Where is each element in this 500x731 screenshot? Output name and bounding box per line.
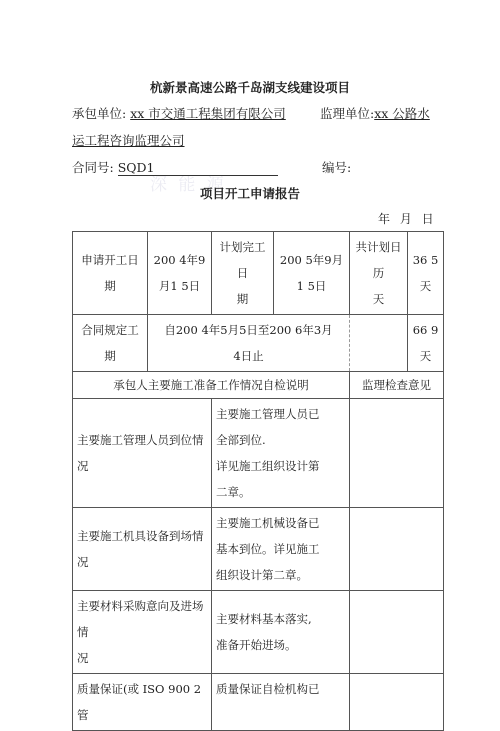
contract-period-row <box>73 315 444 372</box>
contract-period-value: 自200 4年5月5日至200 6年3月 4日止 <box>148 315 350 372</box>
application-table <box>72 231 444 731</box>
status-staff: 主要施工管理人员已 全部到位. 详见施工组织设计第 二章。 <box>212 399 350 508</box>
supervisor-line <box>320 104 430 122</box>
item-materials: 主要材料采购意向及进场情 况 <box>73 591 212 674</box>
contract-period-empty <box>350 315 408 372</box>
contractor-value: xx 市交通工程集团有限公司 <box>130 106 286 121</box>
total-days-value: 36 5 天 <box>408 232 444 315</box>
report-subtitle: 项目开工申请报告 <box>199 186 300 201</box>
item-equipment: 主要施工机具设备到场情况 <box>73 508 212 591</box>
supervision-opinion-header: 监理检查意见 <box>350 372 444 399</box>
item-quality: 质量保证(或 ISO 900 2 管 <box>73 674 212 731</box>
total-days-label: 共计划日历 天 <box>350 232 408 315</box>
opinion-materials <box>350 591 444 674</box>
contract-days-value: 66 9 天 <box>408 315 444 372</box>
section-header-row <box>73 372 444 399</box>
plan-finish-value: 200 5年9月 1 5日 <box>274 232 350 315</box>
supervisor-value-continued: 运工程咨询监理公司 <box>72 133 185 148</box>
watermark: 深 能 源 <box>150 175 227 195</box>
contract-no-line <box>72 158 278 176</box>
schedule-row <box>73 232 444 315</box>
supervisor-label: 监理单位: <box>320 106 375 121</box>
item-staff: 主要施工管理人员到位情况 <box>73 399 212 508</box>
table-row <box>73 508 444 591</box>
status-quality: 质量保证自检机构已 <box>212 674 350 731</box>
opinion-staff <box>350 399 444 508</box>
opinion-quality <box>350 674 444 731</box>
contractor-label: 承包单位: <box>72 106 131 121</box>
supervisor-value: xx 公路水 <box>374 106 430 121</box>
contractor-line <box>72 104 286 122</box>
date-line: 年 月 日 <box>378 212 434 226</box>
contract-no-value: SQD1 <box>118 161 278 176</box>
opinion-equipment <box>350 508 444 591</box>
status-equipment: 主要施工机械设备已 基本到位。详见施工 组织设计第二章。 <box>212 508 350 591</box>
contract-no-label: 合同号: <box>72 160 118 175</box>
apply-start-label: 申请开工日 期 <box>73 232 148 315</box>
document-title: 杭新景高速公路千岛湖支线建设项目 <box>149 80 350 95</box>
status-materials: 主要材料基本落实, 准备开始进场。 <box>212 591 350 674</box>
plan-finish-label: 计划完工日 期 <box>212 232 274 315</box>
contract-period-label: 合同规定工 期 <box>73 315 148 372</box>
self-check-header: 承包人主要施工准备工作情况自检说明 <box>73 372 350 399</box>
table-row <box>73 674 444 731</box>
table-row <box>73 399 444 508</box>
table-row <box>73 591 444 674</box>
serial-no-label: 编号: <box>322 160 352 175</box>
apply-start-value: 200 4年9 月1 5日 <box>148 232 212 315</box>
